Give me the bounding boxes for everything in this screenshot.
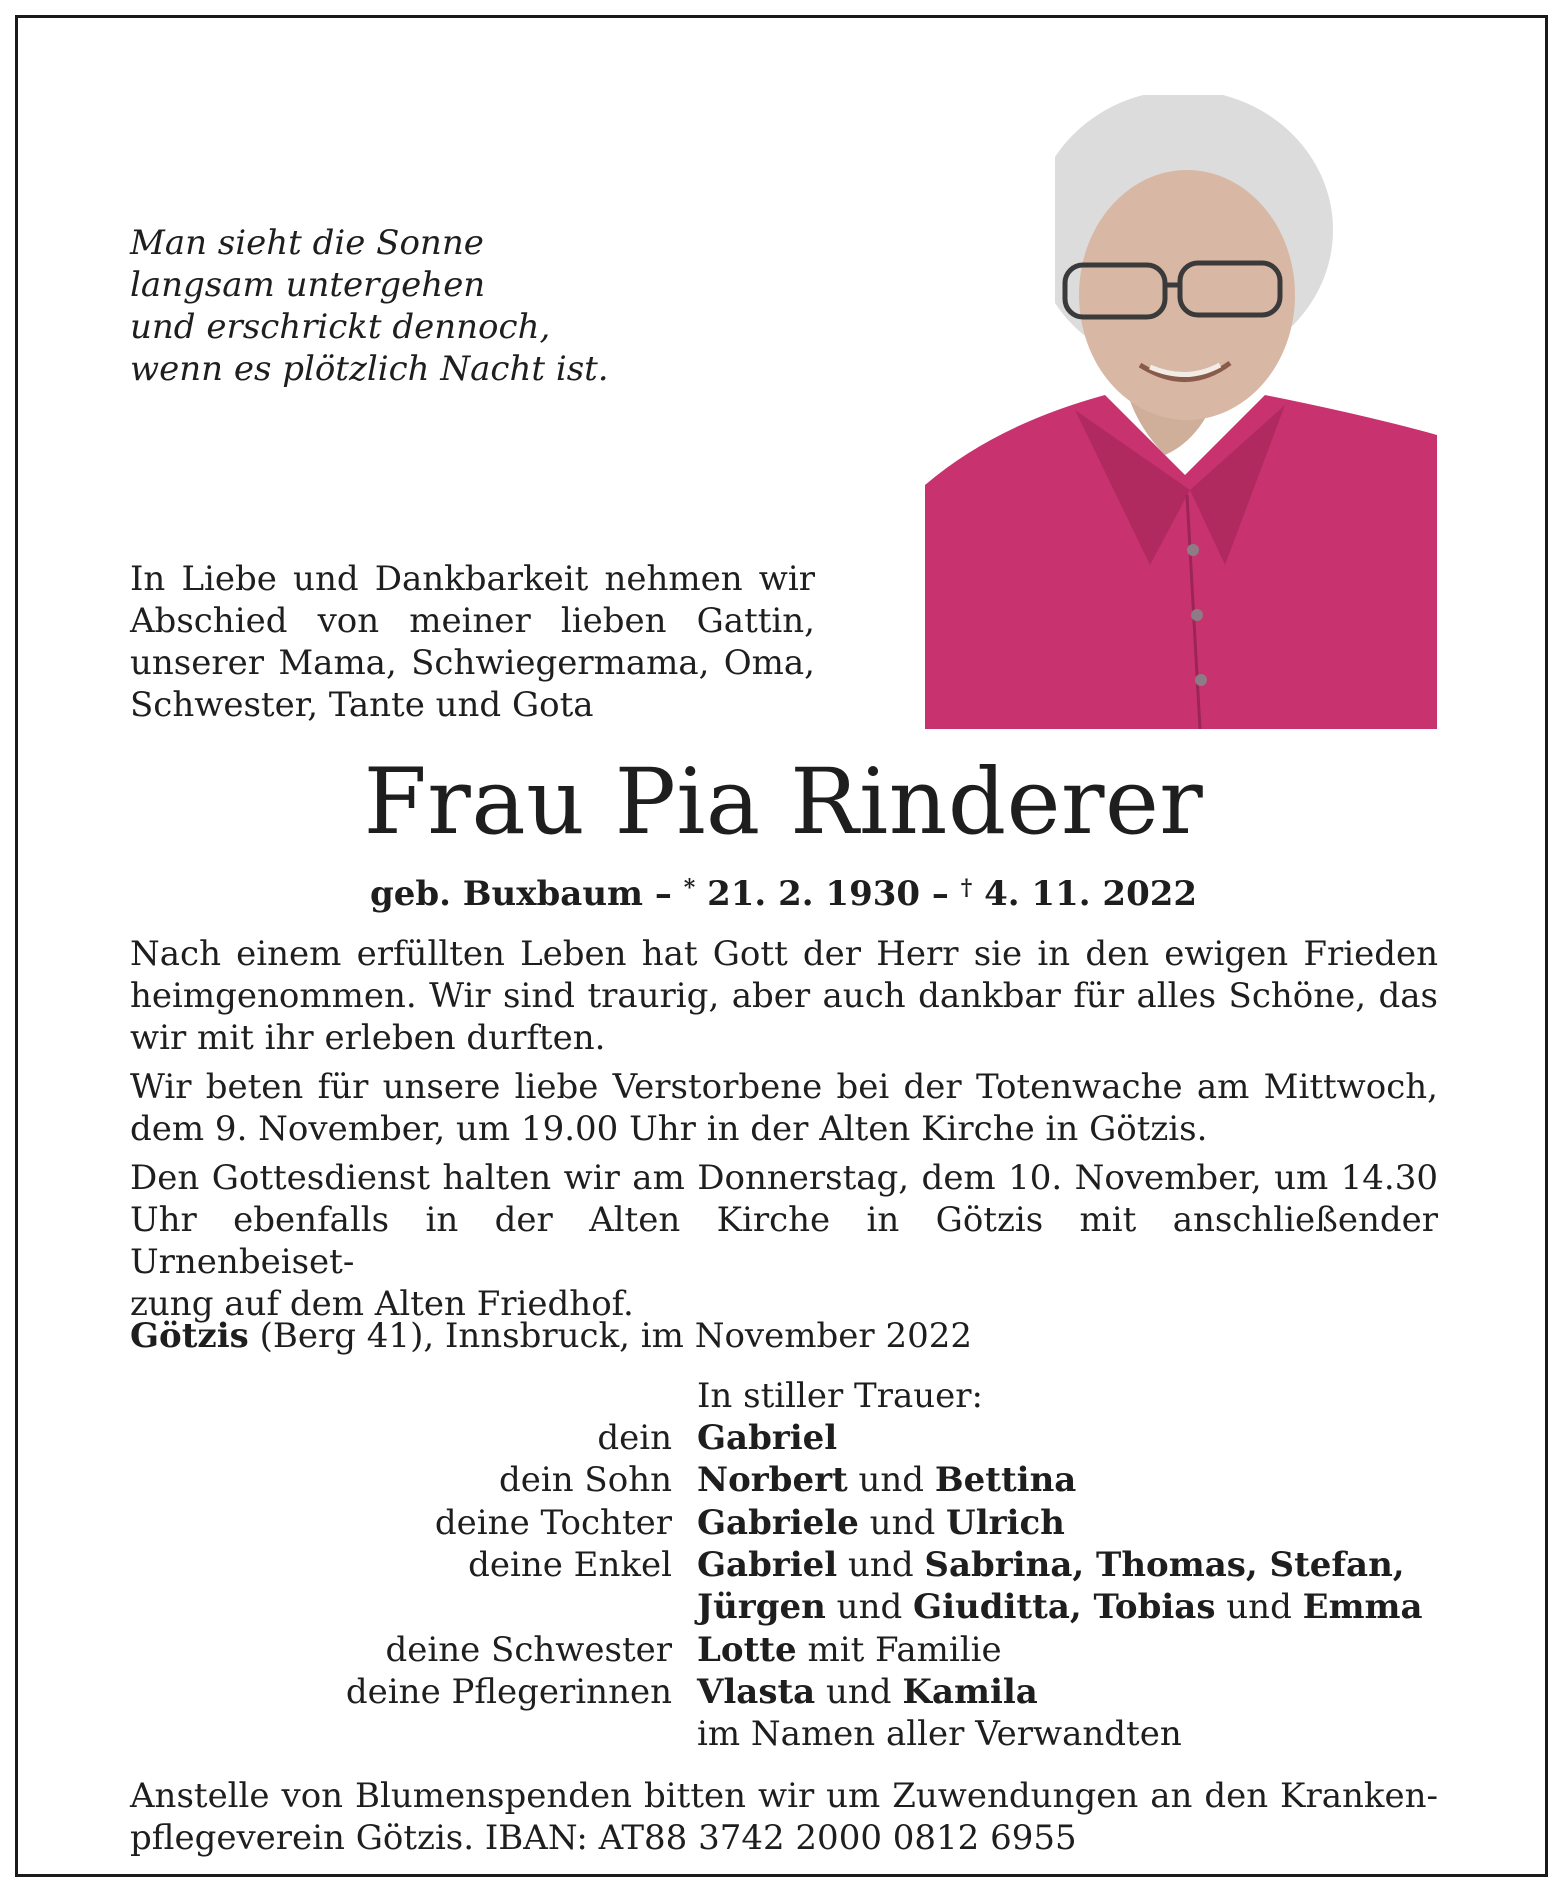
mourner-name: Ulrich <box>946 1502 1065 1543</box>
paragraph-line: dem 9. November, um 19.00 Uhr in der Alten Kirche in Götzis. <box>130 1109 1208 1149</box>
deceased-name: Frau Pia Rinderer <box>363 750 1204 855</box>
mourner-names <box>697 1459 1076 1501</box>
footer-line: Anstelle von Blumenspenden bitten wir um Zuwendungen an den Kranken- <box>130 1776 1438 1816</box>
poem-line: langsam untergehen <box>130 265 486 305</box>
poem-line: und erschrickt dennoch, <box>130 307 551 347</box>
footer-line: pflegeverein Götzis. IBAN: AT88 3742 2000 0812 6955 <box>130 1818 1077 1858</box>
life-dates <box>0 867 1567 915</box>
paragraph-line: heimgenommen. Wir sind traurig, aber auch dankbar für alles Schöne, das <box>130 976 1438 1016</box>
mourner-name: Gabriele <box>697 1502 859 1543</box>
death-symbol: † <box>960 875 973 901</box>
intro-line: In Liebe und Dankbarkeit nehmen wir <box>130 559 815 599</box>
mourners-heading: In stiller Trauer: <box>697 1376 983 1416</box>
mourner-names <box>697 1671 1038 1713</box>
connector-text: und <box>837 1544 925 1585</box>
mourner-name: Jürgen <box>697 1587 826 1628</box>
paragraph-line: zung auf dem Alten Friedhof. <box>130 1284 634 1324</box>
mourner-names <box>697 1629 1002 1671</box>
mourner-name: Sabrina, Thomas, Stefan, <box>924 1544 1405 1585</box>
place-rest: (Berg 41), Innsbruck, im November 2022 <box>248 1316 972 1356</box>
birth-name: geb. Buxbaum <box>369 874 644 914</box>
connector-text: und <box>847 1460 935 1501</box>
intro-line: unserer Mama, Schwiegermama, Oma, <box>130 643 815 683</box>
poem <box>130 222 609 390</box>
poem-line: Man sieht die Sonne <box>130 223 484 263</box>
birth-symbol: * <box>683 875 696 901</box>
intro-text <box>130 558 815 726</box>
birth-date: 21. 2. 1930 <box>695 874 921 914</box>
connector-text: mit Familie <box>796 1629 1002 1670</box>
mourner-name: Emma <box>1302 1587 1423 1628</box>
relation-label: deine Tochter <box>434 1502 672 1543</box>
relation-label: deine Pflegerinnen <box>345 1671 672 1712</box>
connector-text: und <box>858 1502 947 1543</box>
mourner-name: Lotte <box>697 1629 797 1670</box>
mourner-names <box>697 1502 1065 1544</box>
paragraph-line: Wir beten für unsere liebe Verstorbene bei der Totenwache am Mittwoch, <box>130 1067 1438 1107</box>
place-date <box>130 1315 972 1357</box>
connector-text: und <box>825 1587 914 1628</box>
dash: – <box>920 874 961 914</box>
connector-text: und <box>815 1671 903 1712</box>
mourner-name: Gabriel <box>697 1418 838 1458</box>
relation-label: dein Sohn <box>498 1460 672 1501</box>
donation-note <box>130 1775 1438 1859</box>
relation-label: deine Schwester <box>385 1629 672 1670</box>
poem-line: wenn es plötzlich Nacht ist. <box>130 349 609 389</box>
paragraph-2 <box>130 1066 1438 1150</box>
mourners-closing: im Namen aller Verwandten <box>697 1714 1182 1754</box>
mourner-name: Gabriel <box>697 1544 838 1585</box>
portrait-photo <box>925 95 1437 729</box>
mourner-name: Kamila <box>902 1671 1038 1712</box>
mourner-name: Norbert <box>697 1460 848 1501</box>
face <box>1079 170 1295 420</box>
mourner-names <box>697 1586 1423 1628</box>
paragraph-line: Den Gottesdienst halten wir am Donnerstag, dem 10. November, um 14.30 <box>130 1158 1438 1198</box>
connector-text: und <box>1215 1587 1303 1628</box>
paragraph-line: Nach einem erfüllten Leben hat Gott der Herr sie in den ewigen Frieden <box>130 934 1438 974</box>
mourner-name: Bettina <box>934 1460 1077 1501</box>
relation-label: deine Enkel <box>468 1544 672 1585</box>
death-date: 4. 11. 2022 <box>972 874 1198 914</box>
mourner-names <box>697 1544 1405 1586</box>
relation-label: dein <box>597 1418 672 1458</box>
paragraph-line: Uhr ebenfalls in der Alten Kirche in Götzis mit anschließender Urnenbeiset- <box>130 1200 1438 1282</box>
dash: – <box>643 874 684 914</box>
mourner-names <box>697 1417 837 1459</box>
mourner-name: Giuditta, Tobias <box>913 1587 1216 1628</box>
paragraph-1 <box>130 933 1438 1059</box>
intro-line: Abschied von meiner lieben Gattin, <box>130 601 815 641</box>
paragraph-3 <box>130 1157 1438 1325</box>
town: Götzis <box>130 1316 249 1356</box>
intro-line: Schwester, Tante und Gota <box>130 685 594 725</box>
paragraph-line: wir mit ihr erleben durften. <box>130 1018 606 1058</box>
mourner-name: Vlasta <box>697 1671 816 1712</box>
